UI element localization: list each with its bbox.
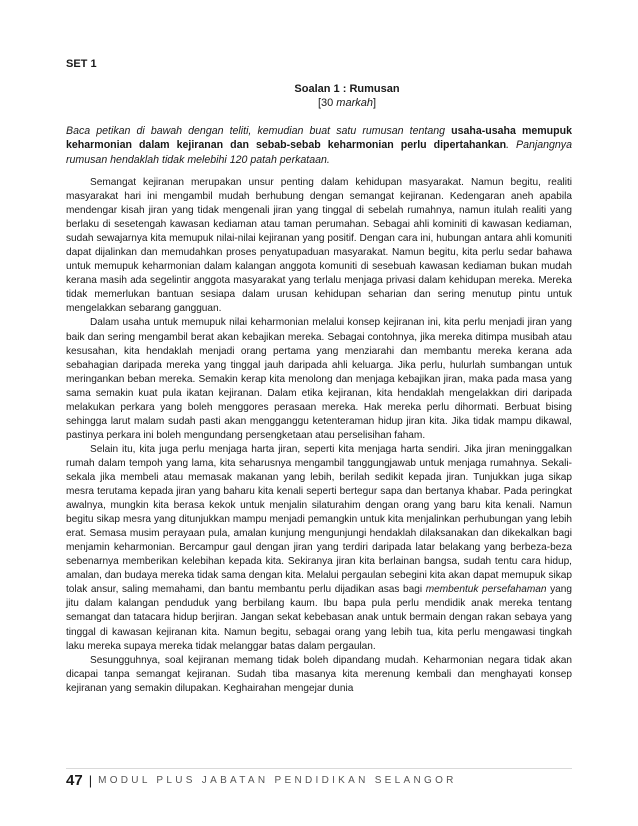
question-heading [66, 83, 572, 109]
page-number: 47 [66, 772, 83, 789]
passage-body [66, 176, 572, 696]
marks-close: ] [372, 97, 377, 109]
instruction-lead: Baca petikan di bawah dengan teliti, kemudian buat satu rumusan tentang [66, 125, 452, 137]
page-footer [66, 772, 457, 789]
paragraph-4: Sesungguhnya, soal kejiranan memang tidak boleh dipandang mudah. Keharmonian negara tidak akan dicapai tanpa semangat kejiranan. Sudah tiba masanya kita merenung kembali dan menghayati konsep kejiranan yang semakin dilupakan. Keghairahan mengejar dunia [66, 654, 572, 694]
footer-separator: | [88, 773, 93, 788]
instruction-tail: . Panjangnya rumusan hendaklah tidak melebihi 120 patah perkataan. [66, 139, 572, 166]
paragraph-3-part-a: Selain itu, kita juga perlu menjaga harta jiran, seperti kita menjaga harta sendiri. Jika jiran meninggalkan rumah dalam tempoh yang lama, kita seharusnya mengambil tanggungjawab untuk menjaga rumahnya. Sekali-sekala jika membeli atau memasak makanan yang lebih, berilah sedikit kepada jiran. Tunjukkan juga sikap mesra terutama kepada jiran yang baharu kita kenali seperti bertegur sapa dan bertanya khabar. Pada peringkat awalnya, mungkin kita berasa kekok untuk menjalin silaturahim dengan orang yang baru kita kenali. Namun begitu sikap mesra yang ditunjukkan mampu menjadi pemangkin untuk kita menjalinkan perhubungan yang lebih erat. Semasa musim perayaan pula, amalan kunjung mengunjungi hendaklah dilaksanakan dan dikekalkan bagi menjamin keharmonian. Bercampur gaul dengan jiran yang terdiri daripada latar belakang yang berbeza-beza sebenarnya memberikan kelebihan kepada kita. Sekiranya jiran kita berlainan bangsa, sudah tentu cara hidup, amalan, dan budaya mereka tidak sama dengan kita. Melalui pergaulan sebegini kita akan dapat memupuk sikap tolak ansur, saling memahami, dan bantu membantu perlu dijadikan asas bagi [66, 443, 572, 596]
paragraph-3-part-b: yang jitu dalam kalangan penduduk yang berbilang kaum. Ibu bapa pula perlu mendidik anak mereka tentang semangat dan tatacara hidup berjiran. Jangan sekat kebebasan anak untuk bermain dengan rakan sebaya yang tinggal di kawasan kejiranan kita. Namun begitu, sebagai orang yang lebih tua, kita perlu mengawasi tingkah laku mereka supaya mereka tidak melanggar batas dalam pergaulan. [66, 584, 572, 652]
paragraph-2: Dalam usaha untuk memupuk nilai keharmonian melalui konsep kejiranan ini, kita perlu menjadi jiran yang baik dan sering mengambil berat akan kebajikan mereka. Sebagai contohnya, jika mereka ditimpa musibah atau kesusahan, kita hendaklah menjadi orang pertama yang menziarahi dan membantu mereka kerana ada sebahagian daripada mereka yang tinggal jauh daripada ahli keluarga. Jika perlu, hulurlah sumbangan untuk meringankan beban mereka. Semakin kerap kita menolong dan menjaga kebajikan jiran, maka pada masa yang sama semakin kuat pula ikatan kejiranan. Dalam etika kejiranan, kita hendaklah mengelakkan diri daripada melakukan perkara yang boleh menggores perasaan mereka. Hak mereka perlu dihormati. Berbuat bising sehingga larut malam sudah pasti akan mengganggu ketenteraman hidup jiran kita. Jika tidak mampu dikawal, pastinya perkara ini boleh mengundang persengketaan atau perselisihan faham. [66, 317, 572, 441]
paragraph-3-italic: membentuk persefahaman [425, 584, 547, 596]
footer-divider [66, 768, 572, 769]
footer-brand: MODUL PLUS JABATAN PENDIDIKAN SELANGOR [98, 775, 457, 786]
question-title: Soalan 1 : Rumusan [294, 83, 400, 95]
marks-word: markah [336, 97, 373, 109]
instruction-text [66, 124, 572, 167]
instruction-bold: usaha-usaha memupuk keharmonian dalam kejiranan dan sebab-sebab keharmonian perlu dipertahankan [66, 125, 572, 152]
paragraph-3 [66, 443, 572, 654]
set-label: SET 1 [66, 58, 97, 70]
paragraph-1: Semangat kejiranan merupakan unsur penting dalam kehidupan masyarakat. Namun begitu, realiti masyarakat hari ini mengambil mudah berhubung dengan semangat kejiranan. Kedengaran aneh apabila mendengar kisah jiran yang tidak mengenali jiran yang tinggal di sebelah rumahnya, namun itulah realiti yang berlaku di sesetengah kawasan kediaman atau taman perumahan. Sebagai ahli kominiti di kawasan kediaman, sudah sewajarnya kita memupuk nilai-nilai kejiranan yang positif. Dengan cara ini, hubungan antara ahli komuniti dapat dijalinkan dan memudahkan proses penyatupaduan masyarakat. Namun begitu, kita perlu sedar bahawa untuk memupuk keharmonian dalam kalangan anggota komuniti di sesebuah kawasan kediaman bukan mudah kerana masih ada segelintir anggota masyarakat yang terlalu menjaga privasi dalam kehidupan mereka. Mereka tidak memerlukan bantuan sesiapa dalam urusan kehidupan seharian dan sering menutup pintu untuk mengelakkan sebarang gangguan. [66, 177, 572, 315]
marks-open: [30 [317, 97, 337, 109]
marks-label [66, 97, 572, 109]
